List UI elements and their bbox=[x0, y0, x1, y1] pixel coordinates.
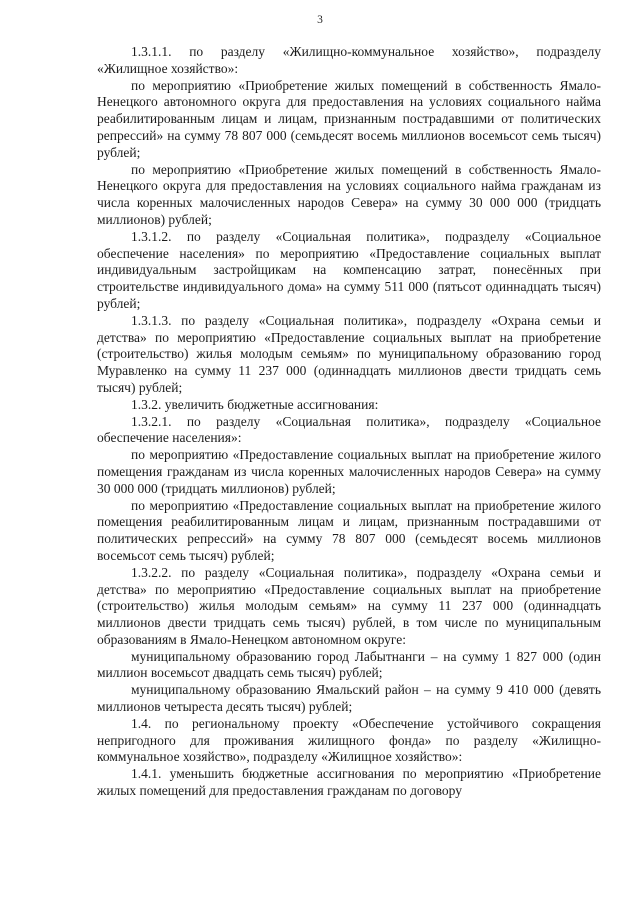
paragraph: по мероприятию «Предоставление социальных выплат на приобретение жилого помещения гражданам из числа коренных малочисленных народов Севера» на сумму 30 000 000 (тридцать миллионов) рублей; bbox=[97, 447, 601, 496]
paragraph: 1.3.1.1. по разделу «Жилищно-коммунальное хозяйство», подразделу «Жилищное хозяйство»: bbox=[97, 44, 601, 76]
paragraph: по мероприятию «Приобретение жилых помещений в собственность Ямало-Ненецкого округа для предоставления на условиях социального найма гражданам из числа коренных малочисленных народов Севера» на сумму 30 000 000 (тридцать миллионов) рублей; bbox=[97, 161, 601, 227]
paragraph: муниципальному образованию Ямальский район – на сумму 9 410 000 (девять миллионов четыреста десять тысяч) рублей; bbox=[97, 682, 601, 715]
paragraph: 1.4.1. уменьшить бюджетные ассигнования по мероприятию «Приобретение жилых помещений для предоставления гражданам по договору bbox=[97, 766, 601, 799]
paragraph: муниципальному образованию город Лабытнанги – на сумму 1 827 000 (один миллион восемьсот двадцать семь тысяч) рублей; bbox=[97, 648, 601, 681]
paragraph: по мероприятию «Приобретение жилых помещений в собственность Ямало-Ненецкого автономного округа для предоставления на условиях социального найма реабилитированным лицам и лицам, признанным пострадавшими от политических репрессий» на сумму 78 807 000 (семьдесят восемь миллионов восемьсот семь тысяч) рублей; bbox=[97, 77, 601, 160]
paragraph: 1.3.2. увеличить бюджетные ассигнования: bbox=[131, 396, 379, 412]
document-body bbox=[97, 44, 601, 800]
paragraph: 1.3.2.1. по разделу «Социальная политика», подразделу «Социальное обеспечение населения»: bbox=[97, 413, 601, 446]
paragraph: 1.3.1.3. по разделу «Социальная политика», подразделу «Охрана семьи и детства» по мероприятию «Предоставление социальных выплат на приобретение (строительство) жилья молодым семьям» по муниципальному образованию город Муравленко на сумму 11 237 000 (одиннадцать миллионов двести тридцать семь тысяч) рублей; bbox=[97, 312, 601, 395]
paragraph: 1.3.1.2. по разделу «Социальная политика», подразделу «Социальное обеспечение населения» по мероприятию «Предоставление социальных выплат индивидуальным застройщикам на компенсацию затрат, понесённых при строительстве индивидуального дома» на сумму 511 000 (пятьсот одиннадцать тысяч) рублей; bbox=[97, 228, 601, 311]
paragraph: по мероприятию «Предоставление социальных выплат на приобретение жилого помещения реабилитированным лицам и лицам, признанным пострадавшими от политических репрессий» на сумму 78 807 000 (семьдесят восемь миллионов восемьсот семь тысяч) рублей; bbox=[97, 497, 601, 563]
paragraph: 1.4. по региональному проекту «Обеспечение устойчивого сокращения непригодного для проживания жилищного фонда» по разделу «Жилищно-коммунальное хозяйство», подразделу «Жилищное хозяйство»: bbox=[97, 715, 601, 765]
paragraph: 1.3.2.2. по разделу «Социальная политика», подразделу «Охрана семьи и детства» по мероприятию «Предоставление социальных выплат на приобретение (строительство) жилья молодым семьям» на сумму 11 237 000 (одиннадцать миллионов двести тридцать семь тысяч) рублей, в том числе по муниципальным образованиям в Ямало-Ненецком автономном округе: bbox=[97, 564, 601, 647]
page-number: 3 bbox=[317, 14, 323, 26]
